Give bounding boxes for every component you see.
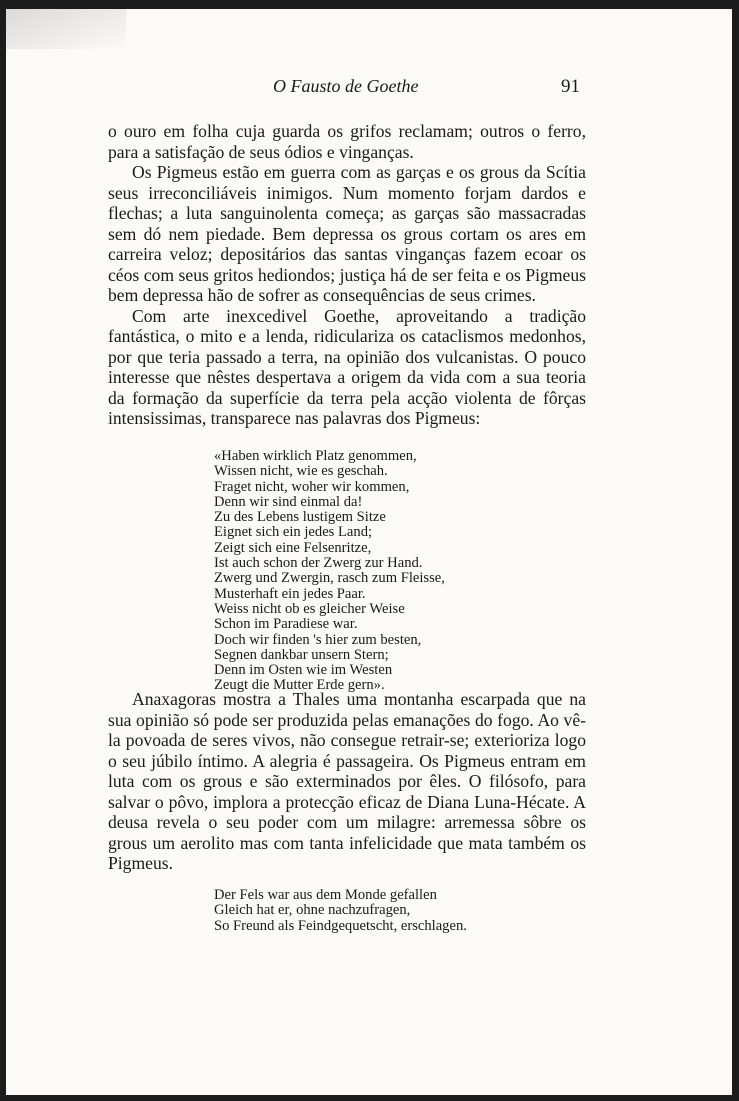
verse-line: Der Fels war aus dem Monde gefallen: [214, 887, 437, 903]
verse-quote-pigmeus: [214, 449, 594, 694]
verse-line: Gleich hat er, ohne nachzufragen,: [214, 902, 411, 919]
verse-line: Weiss nicht ob es gleicher Weise: [214, 600, 405, 617]
verse-line: Denn im Osten wie im Westen: [214, 662, 393, 679]
page-number: 91: [561, 76, 580, 97]
verse-line: Zeugt die Mutter Erde gern».: [214, 677, 385, 694]
prose-block-bottom: [108, 689, 586, 874]
verse-line: Denn wir sind einmal da!: [214, 493, 363, 510]
verse-line: Wissen nicht, wie es geschah.: [214, 463, 388, 480]
verse-line: Ist auch schon der Zwerg zur Hand.: [214, 555, 423, 572]
verse-line: Schon im Paradiese war.: [214, 616, 358, 633]
verse-quote-fels: [214, 888, 594, 934]
scan-border-right: [732, 0, 739, 1101]
prose-block-top: [108, 121, 586, 429]
verse-line: Segnen dankbar unsern Stern;: [214, 646, 389, 663]
paragraph-continuation: o ouro em folha cuja guarda os grifos reclamam; outros o ferro, para a satisfação de seus ódios e vinganças.: [108, 121, 586, 162]
verse-line: So Freund als Feindgequetscht, erschlagen.: [214, 917, 467, 934]
verse-line: Musterhaft ein jedes Paar.: [214, 585, 366, 602]
verse-line: Fraget nicht, woher wir kommen,: [214, 478, 410, 495]
scan-smudge: [6, 9, 126, 49]
verse-line: Zeigt sich eine Felsenritze,: [214, 539, 372, 556]
paragraph-goethe-art: Com arte inexcedivel Goethe, aproveitando a tradição fantástica, o mito e a lenda, ridiculariza os cataclismos medonhos, por que teria passado a terra, na opinião dos vulcanistas. O pouco interesse que nêstes despertava a origem da vida com a sua teoria da formação da superfície da terra pela acção violenta de fôrças intensissimas, transparece nas palavras dos Pigmeus:: [108, 305, 586, 428]
verse-line: Doch wir finden 's hier zum besten,: [214, 631, 422, 648]
verse-line: Eignet sich ein jedes Land;: [214, 524, 373, 541]
verse-line: «Haben wirklich Platz genommen,: [214, 448, 417, 464]
verse-line: Zwerg und Zwergin, rasch zum Fleisse,: [214, 570, 445, 587]
scan-border-bottom: [0, 1095, 739, 1101]
scan-border-top: [0, 0, 739, 9]
paragraph-pigmeus-war: Os Pigmeus estão em guerra com as garças e os grous da Scítia seus irreconciliáveis inimigos. Num momento forjam dardos e flechas; a luta sanguinolenta começa; as garças são massacradas sem dó nem piedade. Bem depressa os grous cortam os ares em carreira veloz; depositários das santas vinganças fazem ecoar os céos com seus gritos hediondos; justiça há de ser feita e os Pigmeus bem depressa hão de sofrer as consequências de seus crimes.: [108, 162, 586, 305]
running-title: O Fausto de Goethe: [273, 76, 419, 96]
scan-border-left: [0, 0, 6, 1101]
paragraph-anaxagoras: Anaxagoras mostra a Thales uma montanha escarpada que na sua opinião só pode ser produzida pelas emanações do fogo. Ao vê-la povoada de seres vivos, não consegue retrair-se; exterioriza logo o seu júbilo íntimo. A alegria é passageira. Os Pigmeus entram em luta com os grous e são exterminados por êles. O filósofo, para salvar o pôvo, implora a protecção eficaz de Diana Luna-Hécate. A deusa revela o seu poder com um milagre: arremessa sôbre os grous um aerolito mas com tanta infelicidade que mata também os Pigmeus.: [108, 689, 586, 873]
verse-line: Zu des Lebens lustigem Sitze: [214, 509, 386, 526]
running-head: [108, 76, 588, 100]
